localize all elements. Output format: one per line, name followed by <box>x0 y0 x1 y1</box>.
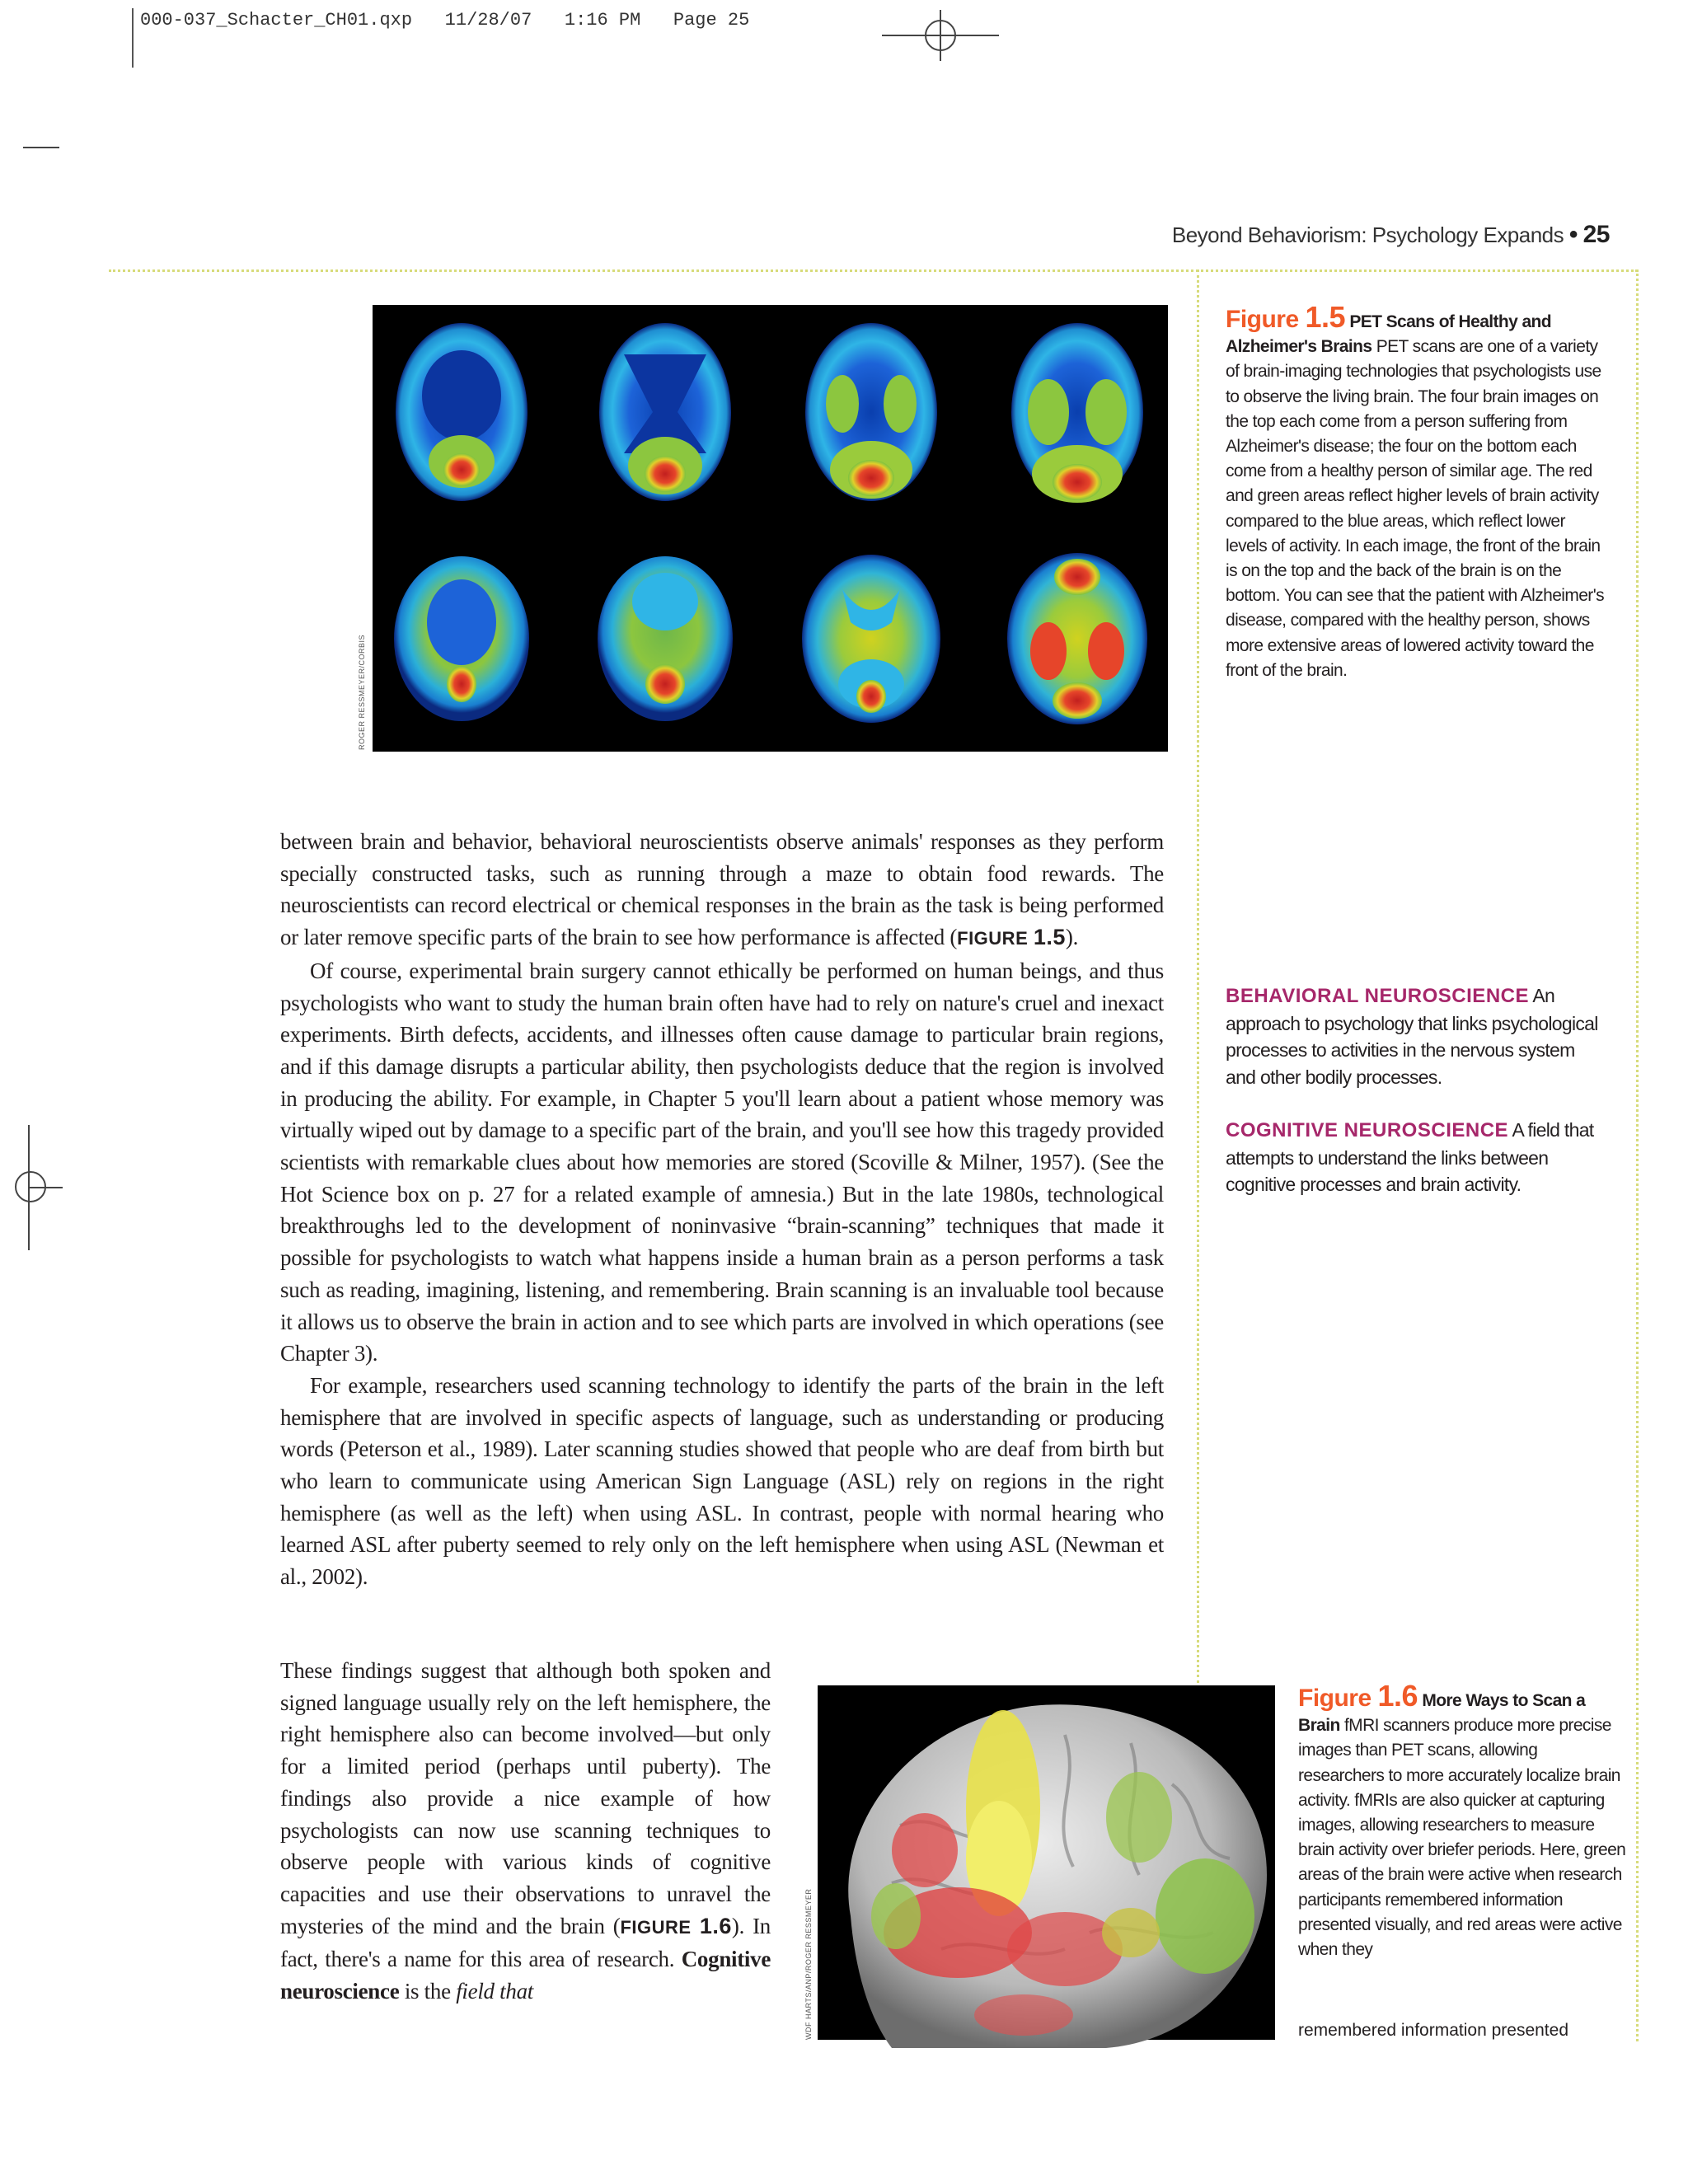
glossary-term: BEHAVIORAL NEUROSCIENCE <box>1226 985 1529 1007</box>
body-text-narrow <box>280 1655 771 2008</box>
registration-mark-left-circle <box>15 1171 46 1202</box>
pet-scan-top-4 <box>1011 323 1143 503</box>
figure-1-6-caption-text: fMRI scanners produce more precise images than PET scans, allowing researchers to more accurately localize brain activity. fMRIs are also quicker at capturing images, allowing researchers to measure brain activity over briefer periods. Here, green areas of the brain were active when research participants remembered information presented visually, and red areas were active when they <box>1298 1716 1626 1960</box>
running-head <box>1172 221 1610 249</box>
registration-mark-top-circle <box>925 20 956 51</box>
figure-ref-1-5: FIGURE 1.5 <box>957 925 1066 950</box>
print-slug: 000-037_Schacter_CH01.qxp 11/28/07 1:16 PM Page 25 <box>140 10 750 30</box>
cognitive-neuroscience-term: Cognitive neuroscience <box>280 1947 771 2004</box>
figure-1-6-fmri-image <box>818 1685 1275 2040</box>
body-text-wide <box>280 826 1164 1593</box>
running-head-separator: • <box>1568 221 1578 248</box>
figure-1-6-title: More Ways to Scan a Brain <box>1298 1691 1586 1736</box>
figure-1-5-caption-text: PET scans are one of a variety of brain-imaging technologies that psychologists use to observe the living brain. The four brain images on the top each come from a person suffering from Alzheimer's disease; the four on the bottom each come from a healthy person of similar age. The red and green areas reflect higher levels of brain activity compared to the blue areas, which reflect lower levels of activity. In each image, the front of the brain is on the top and the back of the brain is on the bottom. You can see that the patient with Alzheimer's disease, compared with the healthy person, shows more extensive areas of lowered activity toward the front of the brain. <box>1226 337 1605 680</box>
top-dotted-rule <box>109 269 1638 272</box>
glossary-definition: An approach to psychology that links psychological processes to activities in the nervous system and other bodily processes. <box>1226 985 1598 1088</box>
pet-scan-bottom-4 <box>1007 553 1147 724</box>
figure-ref-1-6: FIGURE 1.6 <box>620 1913 732 1938</box>
paragraph-3-continued: These findings suggest that although both spoken and signed language usually rely on the left hemisphere, the right hemisphere also can become involved—but only for a limited period (perhaps until puberty). The findings also provide a nice example of how psychologists can now use scanning techniques to observe people with various kinds of cognitive capacities and use their observations to unravel the mysteries of the mind and the brain (FIGURE 1.6). In fact, there's a name for this area of research. Cognitive neuroscience is the field that <box>280 1658 771 2004</box>
paragraph-1: between brain and behavior, behavioral neuroscientists observe animals' responses as they perform specially constructed tasks, such as running through a maze to obtain food rewards. The neuroscientists can record electrical or chemical responses in the brain as the task is being performed or later remove specific parts of the brain to see how performance is affected (FIGURE 1.5). <box>280 829 1164 950</box>
pet-scans-svg <box>373 305 1168 752</box>
glossary-cognitive-neuroscience <box>1226 1117 1609 1198</box>
figure-1-6-photo-credit: WDF HARTS/ANP/ROGER RESSMEYER <box>804 1888 813 2040</box>
figure-1-5-caption <box>1226 300 1605 683</box>
definition-italic: field that <box>456 1979 533 2004</box>
right-dotted-rule <box>1636 269 1639 2041</box>
figure-1-6-caption-cut-line: remembered information presented <box>1298 2021 1569 2040</box>
pet-scan-top-2 <box>599 323 731 501</box>
figure-1-5-pet-scans-image <box>373 305 1168 752</box>
glossary-behavioral-neuroscience <box>1226 982 1609 1090</box>
pet-scan-top-1 <box>396 323 528 501</box>
paragraph-3: For example, researchers used scanning technology to identify the parts of the brain in the left hemisphere that are involved in specific aspects of language, such as understanding or producing words (Peterson et al., 1989). Later scanning studies showed that people who are deaf from birth but who learn to communicate using American Sign Language (ASL) rely on regions in the right hemisphere (as well as the left) when using ASL. In contrast, people with normal hearing who learned ASL after puberty seemed to rely only on the left hemisphere when using ASL (Newman et al., 2002). <box>280 1372 1164 1590</box>
page-number: 25 <box>1582 221 1610 248</box>
glossary-term: COGNITIVE NEUROSCIENCE <box>1226 1119 1509 1141</box>
figure-1-5-photo-credit: ROGER RESSMEYER/CORBIS <box>358 634 366 750</box>
glossary-definition: A field that attempts to understand the links between cognitive processes and brain activity. <box>1226 1119 1594 1195</box>
pet-scan-top-3 <box>805 323 937 501</box>
sidebar-dotted-rule <box>1197 269 1199 1683</box>
slug-rule <box>132 8 134 68</box>
crop-mark-left <box>23 147 59 148</box>
fmri-brain-svg <box>818 1685 1275 2040</box>
pet-scan-bottom-3 <box>802 555 940 723</box>
figure-1-6-label: Figure 1.6 <box>1298 1679 1418 1713</box>
paragraph-2: Of course, experimental brain surgery cannot ethically be performed on human beings, and thus psychologists who want to study the human brain often have had to rely on nature's cruel and inexact experiments. Birth defects, accidents, and illnesses often cause damage to particular brain regions, and if this damage disrupts a particular ability, then psychologists deduce that the region is involved in producing the ability. For example, in Chapter 5 you'll learn about a patient whose memory was virtually wiped out by damage to a specific part of the brain, and you'll see how this tragedy provided scientists with remarkable clues about how memories are stored (Scoville & Milner, 1957). (See the Hot Science box on p. 27 for a related example of amnesia.) But in the late 1980s, technological breakthroughs led to the development of noninvasive “brain-scanning” techniques that made it possible for psychologists to watch what happens inside a human brain as a person performs a task such as reading, imagining, listening, and remembering. Brain scanning is an invaluable tool because it allows us to observe the brain in action and to see which parts are involved in which operations (see Chapter 3). <box>280 958 1164 1366</box>
figure-1-5-title: PET Scans of Healthy and Alzheimer's Brains <box>1226 312 1551 357</box>
pet-scan-bottom-1 <box>394 556 529 721</box>
figure-1-5-label: Figure 1.5 <box>1226 300 1346 334</box>
figure-1-6-caption <box>1298 1679 1626 1962</box>
running-head-title: Beyond Behaviorism: Psychology Expands <box>1171 223 1564 247</box>
pet-scan-bottom-2 <box>598 556 733 721</box>
